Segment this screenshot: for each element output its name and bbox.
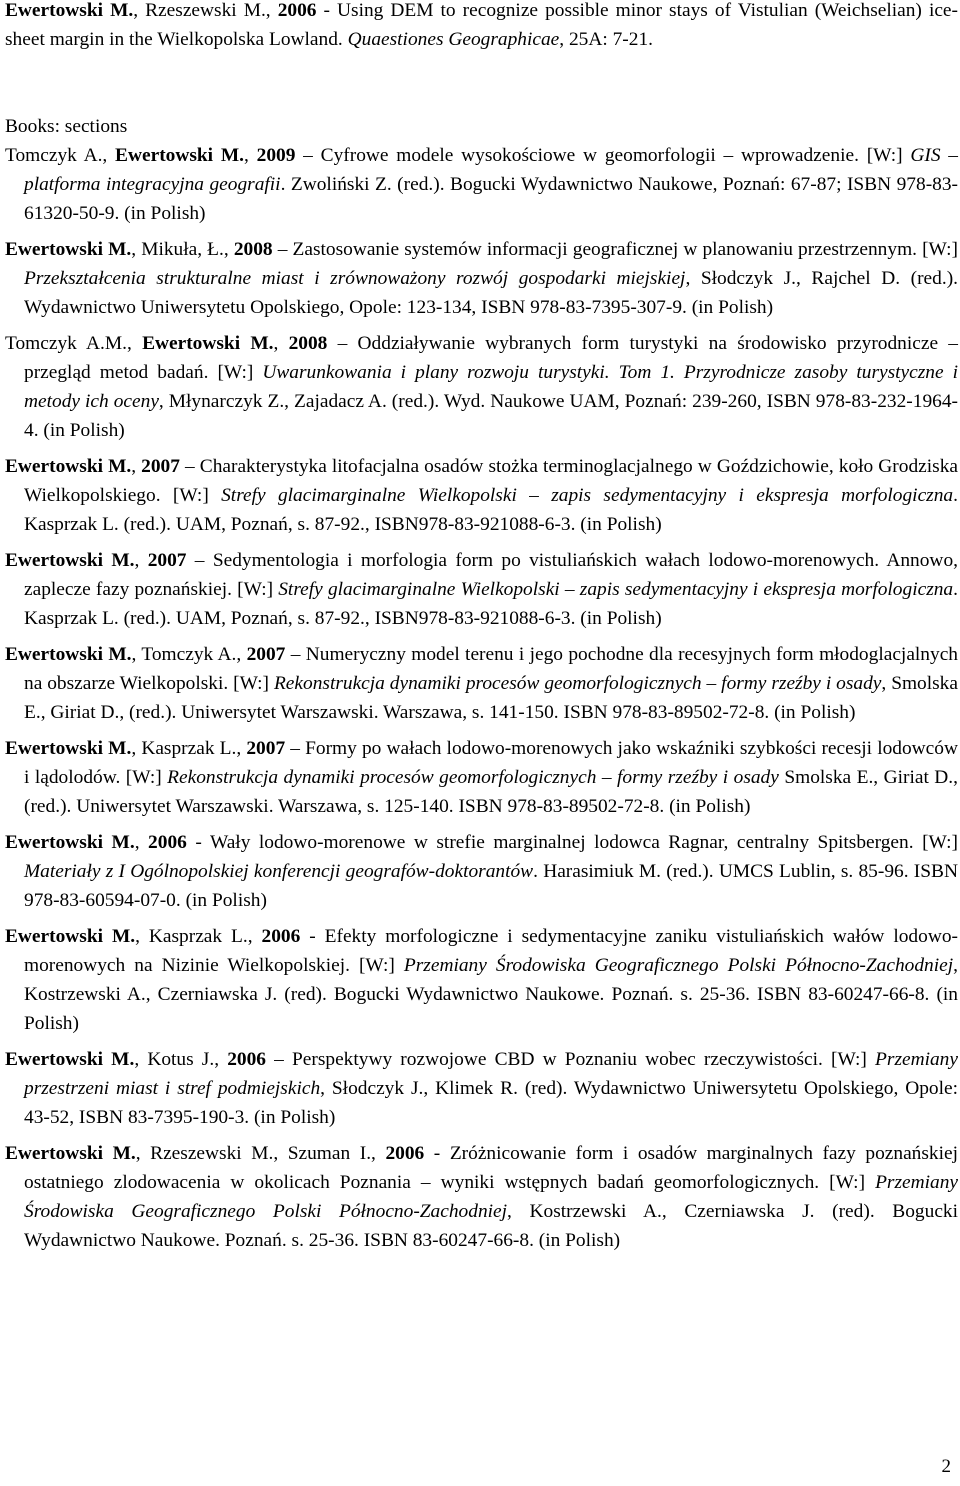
- page-number: 2: [941, 1456, 951, 1477]
- entry-text: ,: [134, 832, 149, 853]
- entry-text: – Charakterystyka litofacjalna osadów stożka terminoglacjalnego w Goździchowie, koło Grodziska Wielkopolskiego. [W:]: [24, 456, 958, 506]
- entry-bold-text: 2006: [227, 1049, 266, 1070]
- entry-text: – Perspektywy rozwojowe CBD w Poznaniu wobec rzeczywistości. [W:]: [265, 1049, 876, 1070]
- book-section-entry: [5, 922, 958, 1038]
- entry-text: ,: [134, 550, 148, 571]
- book-section-entry: [5, 640, 958, 727]
- entry-text: , Słodczyk J., Rajchel D. (red.). Wydawnictwo Uniwersytetu Opolskiego, Opole: 123-134, ISBN 978-83-7395-307-9. (in Polish): [24, 268, 959, 318]
- entry-title: - Using DEM to recognize possible minor stays of Vistulian (Weichselian) ice-sheet margin in the Wielkopolska Lowland.: [5, 0, 958, 50]
- entry-bold-text: 2006: [385, 1143, 425, 1164]
- entry-text: . Zwoliński Z. (red.). Bogucki Wydawnictwo Naukowe, Poznań: 67-87; ISBN 978-83-61320-50-9. (in Polish): [24, 174, 958, 224]
- entry-italic-title: Strefy glacimarginalne Wielkopolski – zapis sedymentacyjny i ekspresja morfologiczna: [221, 485, 954, 506]
- entry-bold-text: Ewertowski M.: [5, 550, 135, 571]
- entry-italic-title: Materiały z I Ogólnopolskiej konferencji geografów-doktorantów: [24, 861, 534, 882]
- entry-first-line: [5, 926, 135, 947]
- entry-text: Tomczyk A.,: [5, 145, 116, 166]
- entry-first-line: [5, 1143, 136, 1164]
- book-section-entry: [5, 1139, 958, 1255]
- entry-italic-title: Przemiany Środowiska Geograficznego Polski Północno-Zachodniej: [403, 955, 954, 976]
- entry-first-line: [5, 333, 142, 354]
- entry-authors: , Rzeszewski M.,: [133, 0, 278, 21]
- entry-year: 2006: [277, 0, 317, 21]
- entry-bold-text: Ewertowski M.: [5, 738, 132, 759]
- entry-italic-title: GIS – platforma integracyjna geografii: [24, 145, 958, 195]
- entry-text: . Harasimiuk M. (red.). UMCS Lublin, s. 85-96. ISBN 978-83-60594-07-0. (in Polish): [24, 861, 958, 911]
- entry-author-bold: Ewertowski M.: [5, 0, 134, 21]
- book-section-entry: [5, 734, 958, 821]
- entry-bold-text: Ewertowski M.: [5, 1143, 136, 1164]
- entry-bold-text: 2007: [246, 738, 286, 759]
- entry-text: ,: [273, 333, 289, 354]
- entry-bold-text: Ewertowski M.: [5, 926, 136, 947]
- entry-text: , Rzeszewski M., Szuman I.,: [135, 1143, 386, 1164]
- entry-italic-title: Przemiany przestrzeni miast i stref podmiejskich: [24, 1049, 958, 1099]
- book-section-entry: [5, 546, 958, 633]
- entry-first-line: [5, 550, 135, 571]
- entry-text: , Kasprzak L.,: [135, 926, 262, 947]
- entry-bold-text: 2007: [141, 456, 180, 477]
- entry-text: . Kasprzak L. (red.). UAM, Poznań, s. 87-92., ISBN978-83-921088-6-3. (in Polish): [24, 485, 958, 535]
- entry-bold-text: 2008: [233, 239, 273, 260]
- entry-bold-text: 2006: [261, 926, 301, 947]
- entry-bold-text: Ewertowski M.: [5, 832, 135, 853]
- book-section-entry: [5, 828, 958, 915]
- entry-text: ,: [244, 145, 257, 166]
- entry-italic-title: Rekonstrukcja dynamiki procesów geomorfologicznych – formy rzeźby i osady: [273, 673, 882, 694]
- entry-text: , Młynarczyk Z., Zajadacz A. (red.). Wyd. Naukowe UAM, Poznań: 239-260, ISBN 978-83-232-1964-4. (in Polish): [24, 391, 958, 441]
- entry-text: , Smolska E., Giriat D., (red.). Uniwersytet Warszawski. Warszawa, s. 141-150. ISBN 978-83-89502-72-8. (in Polish): [24, 673, 958, 723]
- entry-text: – Numeryczny model terenu i jego pochodne dla recesyjnych form młodoglacjalnych na obszarze Wielkopolski. [W:]: [24, 644, 958, 694]
- entry-italic-title: Przemiany Środowiska Geograficznego Polski Północno-Zachodniej: [24, 1172, 958, 1222]
- entry-text: , Tomczyk A.,: [131, 644, 247, 665]
- journal-entry: [5, 0, 958, 54]
- book-section-entry: [5, 1045, 958, 1132]
- entry-text: – Zastosowanie systemów informacji geograficznej w planowaniu przestrzennym. [W:]: [272, 239, 958, 260]
- section-heading: Books: sections: [5, 116, 128, 137]
- entry-bold-text: Ewertowski M.: [115, 145, 244, 166]
- entry-italic-title: Rekonstrukcja dynamiki procesów geomorfologicznych – formy rzeźby i osady: [167, 767, 779, 788]
- entry-text: , Mikuła, Ł.,: [131, 239, 234, 260]
- entry-text: – Sedymentologia i morfologia form po vistuliańskich wałach lodowo-morenowych. Annowo, zaplecze fazy poznańskiej. [W:]: [24, 550, 958, 600]
- entry-bold-text: Ewertowski M.: [5, 644, 132, 665]
- entry-bold-text: Ewertowski M.: [142, 333, 274, 354]
- book-section-entry: [5, 235, 958, 322]
- entry-first-line: [5, 1049, 134, 1070]
- entry-text: - Efekty morfologiczne i sedymentacyjne zaniku vistuliańskich wałów lodowo-morenowych na Nizinie Wielkopolskiej. [W:]: [24, 926, 958, 976]
- entry-first-line: [5, 145, 115, 166]
- entry-text: ,: [131, 456, 142, 477]
- entry-bold-text: Ewertowski M.: [5, 456, 132, 477]
- entry-first-line: [5, 239, 131, 260]
- entry-text: , Kostrzewski A., Czerniawska J. (red). Bogucki Wydawnictwo Naukowe. Poznań. s. 25-36. ISBN 83-60247-66-8. (in Polish): [24, 1201, 959, 1251]
- entry-text: , Kasprzak L.,: [131, 738, 247, 759]
- entry-text: – Cyfrowe modele wysokościowe w geomorfologii – wprowadzenie. [W:]: [295, 145, 911, 166]
- entry-text: – Formy po wałach lodowo-morenowych jako wskaźniki szybkości recesji lodowców i lądolodów. [W:]: [24, 738, 958, 788]
- entry-first-line: [5, 456, 131, 477]
- entry-text: , Kotus J.,: [134, 1049, 228, 1070]
- entry-text: Smolska E., Giriat D., (red.). Uniwersytet Warszawski. Warszawa, s. 125-140. ISBN 978-83-89502-72-8. (in Polish): [24, 767, 959, 817]
- book-section-entry: [5, 329, 958, 445]
- entry-journal: Quaestiones Geographicae: [347, 29, 560, 50]
- book-section-entry: [5, 141, 958, 228]
- entry-text: , Słodczyk J., Klimek R. (red). Wydawnictwo Uniwersytetu Opolskiego, Opole: 43-52, ISBN 83-7395-190-3. (in Polish): [24, 1078, 958, 1128]
- book-section-entry: [5, 452, 958, 539]
- entry-bold-text: Ewertowski M.: [5, 239, 132, 260]
- spacer: [5, 54, 958, 112]
- book-sections-list: [5, 141, 958, 1255]
- entry-bold-text: Ewertowski M.: [5, 1049, 135, 1070]
- entry-pages: , 25A: 7-21.: [559, 29, 653, 50]
- entry-text: - Zróżnicowanie form i osadów marginalnych fazy poznańskiej ostatniego zlodowacenia w okolicach Poznania – wyniki wstępnych badań geomorfologicznych. [W:]: [24, 1143, 959, 1193]
- entry-text: - Wały lodowo-morenowe w strefie marginalnej lodowca Ragnar, centralny Spitsbergen. [W:]: [186, 832, 958, 853]
- entry-text: Tomczyk A.M.,: [5, 333, 143, 354]
- document-page: [5, 0, 958, 1255]
- entry-bold-text: 2007: [246, 644, 286, 665]
- entry-bold-text: 2009: [256, 145, 296, 166]
- entry-bold-text: 2007: [147, 550, 187, 571]
- entry-first-line: [5, 738, 131, 759]
- entry-italic-title: Uwarunkowania i plany rozwoju turystyki. Tom 1. Przyrodnicze zasoby turystyczne i metody ich oceny: [24, 362, 958, 412]
- entry-first-line: [5, 644, 132, 665]
- entry-text: . Kasprzak L. (red.). UAM, Poznań, s. 87-92., ISBN978-83-921088-6-3. (in Polish): [24, 579, 958, 629]
- entry-italic-title: Przekształcenia strukturalne miast i zrównoważony rozwój gospodarki miejskiej: [24, 268, 686, 289]
- entry-first-line: [5, 832, 135, 853]
- entry-bold-text: 2006: [148, 832, 187, 853]
- entry-bold-text: 2008: [288, 333, 328, 354]
- entry-italic-title: Strefy glacimarginalne Wielkopolski – zapis sedymentacyjny i ekspresja morfologiczna: [278, 579, 954, 600]
- entry-text: – Oddziaływanie wybranych form turystyki na środowisko przyrodnicze – przegląd metod badań. [W:]: [24, 333, 958, 383]
- entry-text: , Kostrzewski A., Czerniawska J. (red). Bogucki Wydawnictwo Naukowe. Poznań. s. 25-36. ISBN 83-60247-66-8. (in Polish): [24, 955, 958, 1034]
